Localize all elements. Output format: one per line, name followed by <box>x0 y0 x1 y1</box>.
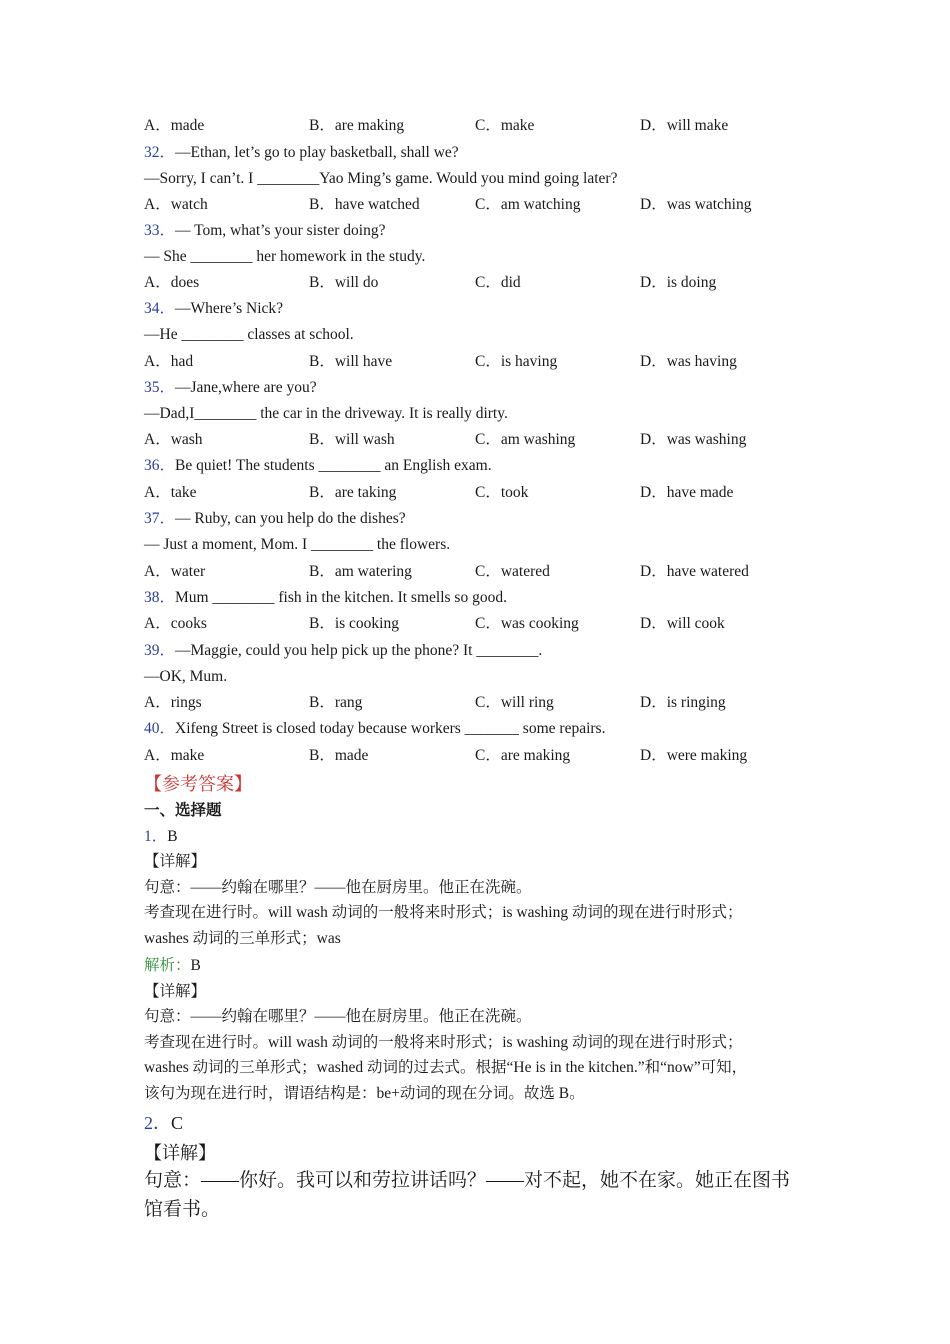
q32-option-c: C．am watching <box>475 196 581 213</box>
q39-option-d: D．is ringing <box>640 694 726 711</box>
answer-1-explanation-2: washes 动词的三单形式；was <box>144 930 341 947</box>
q38-option-c: C．was cooking <box>475 615 579 632</box>
q39-line2: —OK, Mum. <box>144 668 228 685</box>
detail-label-1: 【详解】 <box>144 853 207 870</box>
answer-2-meaning-1: 句意：——你好。我可以和劳拉讲话吗？——对不起，她不在家。她正在图书 <box>144 1170 791 1191</box>
q39-number: 39． <box>144 642 176 659</box>
q35-option-c: C．am washing <box>475 431 576 448</box>
q40-option-c: C．are making <box>475 747 571 764</box>
q32-option-b: B．have watched <box>309 196 420 213</box>
q32-line1 <box>144 143 459 163</box>
q33-line2: — She ________ her homework in the study. <box>144 248 426 265</box>
q35-number: 35． <box>144 379 176 396</box>
q36-option-a: A．take <box>144 484 197 501</box>
q38-text: Mum ________ fish in the kitchen. It smells so good. <box>175 589 507 606</box>
answer-1-meaning: 句意：——约翰在哪里？——他在厨房里。他正在洗碗。 <box>144 879 532 896</box>
q34-text: —Where’s Nick? <box>175 300 284 317</box>
q34-option-d: D．was having <box>640 353 737 370</box>
q32-number: 32． <box>144 144 176 161</box>
q40-option-a: A．make <box>144 747 205 764</box>
jiexi-value: B <box>190 957 201 974</box>
answer-1-explanation-1: 考查现在进行时。will wash 动词的一般将来时形式；is washing 动词的现在进行时形式； <box>144 904 743 921</box>
q39-text: —Maggie, could you help pick up the phone? It ________. <box>175 642 543 659</box>
q35-line1 <box>144 378 317 398</box>
q34-option-b: B．will have <box>309 353 393 370</box>
answer-2-meaning-2: 馆看书。 <box>144 1199 221 1220</box>
q34-number: 34． <box>144 300 176 317</box>
q31-option-c: C．make <box>475 117 535 134</box>
q37-text: — Ruby, can you help do the dishes? <box>175 510 406 527</box>
q38-option-d: D．will cook <box>640 615 725 632</box>
jiexi-line <box>144 956 201 976</box>
q39-option-b: B．rang <box>309 694 363 711</box>
q32-option-a: A．watch <box>144 196 208 213</box>
q36-text: Be quiet! The students ________ an English exam. <box>175 457 492 474</box>
answer-2-number: 2． <box>144 1113 171 1133</box>
q35-text: —Jane,where are you? <box>175 379 317 396</box>
q35-option-b: B．will wash <box>309 431 395 448</box>
answer-1 <box>144 827 178 847</box>
q33-option-c: C．did <box>475 274 521 291</box>
q34-option-c: C．is having <box>475 353 558 370</box>
q36-option-d: D．have made <box>640 484 734 501</box>
q38-option-b: B．is cooking <box>309 615 399 632</box>
q37-number: 37． <box>144 510 176 527</box>
q32-option-d: D．was watching <box>640 196 752 213</box>
q37-line2: — Just a moment, Mom. I ________ the flowers. <box>144 536 451 553</box>
q40-option-b: B．made <box>309 747 369 764</box>
q40-text: Xifeng Street is closed today because workers _______ some repairs. <box>175 720 606 737</box>
q35-option-d: D．was washing <box>640 431 747 448</box>
q39-line1 <box>144 641 542 661</box>
q37-option-c: C．watered <box>475 563 550 580</box>
answer-1b-explanation-2: washes 动词的三单形式；washed 动词的过去式。根据“He is in the kitchen.”和“now”可知， <box>144 1059 748 1076</box>
answer-2-value: C <box>171 1113 184 1133</box>
q36-option-b: B．are taking <box>309 484 397 501</box>
answer-1b-explanation-1: 考查现在进行时。will wash 动词的一般将来时形式；is washing 动词的现在进行时形式； <box>144 1034 743 1051</box>
q40-number: 40． <box>144 720 176 737</box>
q34-line1 <box>144 299 283 319</box>
q36-option-c: C．took <box>475 484 529 501</box>
q39-option-a: A．rings <box>144 694 202 711</box>
q37-option-d: D．have watered <box>640 563 749 580</box>
q40-option-d: D．were making <box>640 747 748 764</box>
answer-1b-explanation-3: 该句为现在进行时，谓语结构是：be+动词的现在分词。故选 B。 <box>144 1085 585 1102</box>
q40-line1 <box>144 719 605 739</box>
q36-line1 <box>144 456 492 476</box>
section-title: 一、选择题 <box>144 802 222 819</box>
q36-number: 36． <box>144 457 176 474</box>
q33-line1 <box>144 221 385 241</box>
q31-option-a: A．made <box>144 117 205 134</box>
q34-line2: —He ________ classes at school. <box>144 326 354 343</box>
q39-option-c: C．will ring <box>475 694 554 711</box>
q37-option-b: B．am watering <box>309 563 412 580</box>
q33-option-a: A．does <box>144 274 200 291</box>
q38-line1 <box>144 588 507 608</box>
q31-option-d: D．will make <box>640 117 729 134</box>
answer-1b-meaning: 句意：——约翰在哪里？——他在厨房里。他正在洗碗。 <box>144 1008 532 1025</box>
q32-line2: —Sorry, I can’t. I ________Yao Ming’s game. Would you mind going later? <box>144 170 618 187</box>
q33-text: — Tom, what’s your sister doing? <box>175 222 386 239</box>
q37-option-a: A．water <box>144 563 206 580</box>
q34-option-a: A．had <box>144 353 194 370</box>
q37-line1 <box>144 509 406 529</box>
q38-number: 38． <box>144 589 176 606</box>
answer-1-number: 1． <box>144 828 168 845</box>
q35-line2: —Dad,I________ the car in the driveway. It is really dirty. <box>144 405 508 422</box>
answer-1-value: B <box>167 828 178 845</box>
answers-header: 【参考答案】 <box>144 774 252 794</box>
q38-option-a: A．cooks <box>144 615 207 632</box>
detail-label-3: 【详解】 <box>144 1143 216 1163</box>
jiexi-label: 解析： <box>144 957 191 974</box>
q32-text: —Ethan, let’s go to play basketball, shall we? <box>175 144 459 161</box>
q33-option-b: B．will do <box>309 274 379 291</box>
q33-option-d: D．is doing <box>640 274 717 291</box>
q33-number: 33． <box>144 222 176 239</box>
detail-label-2: 【详解】 <box>144 983 207 1000</box>
answer-2 <box>144 1111 183 1135</box>
q35-option-a: A．wash <box>144 431 203 448</box>
q31-option-b: B．are making <box>309 117 405 134</box>
